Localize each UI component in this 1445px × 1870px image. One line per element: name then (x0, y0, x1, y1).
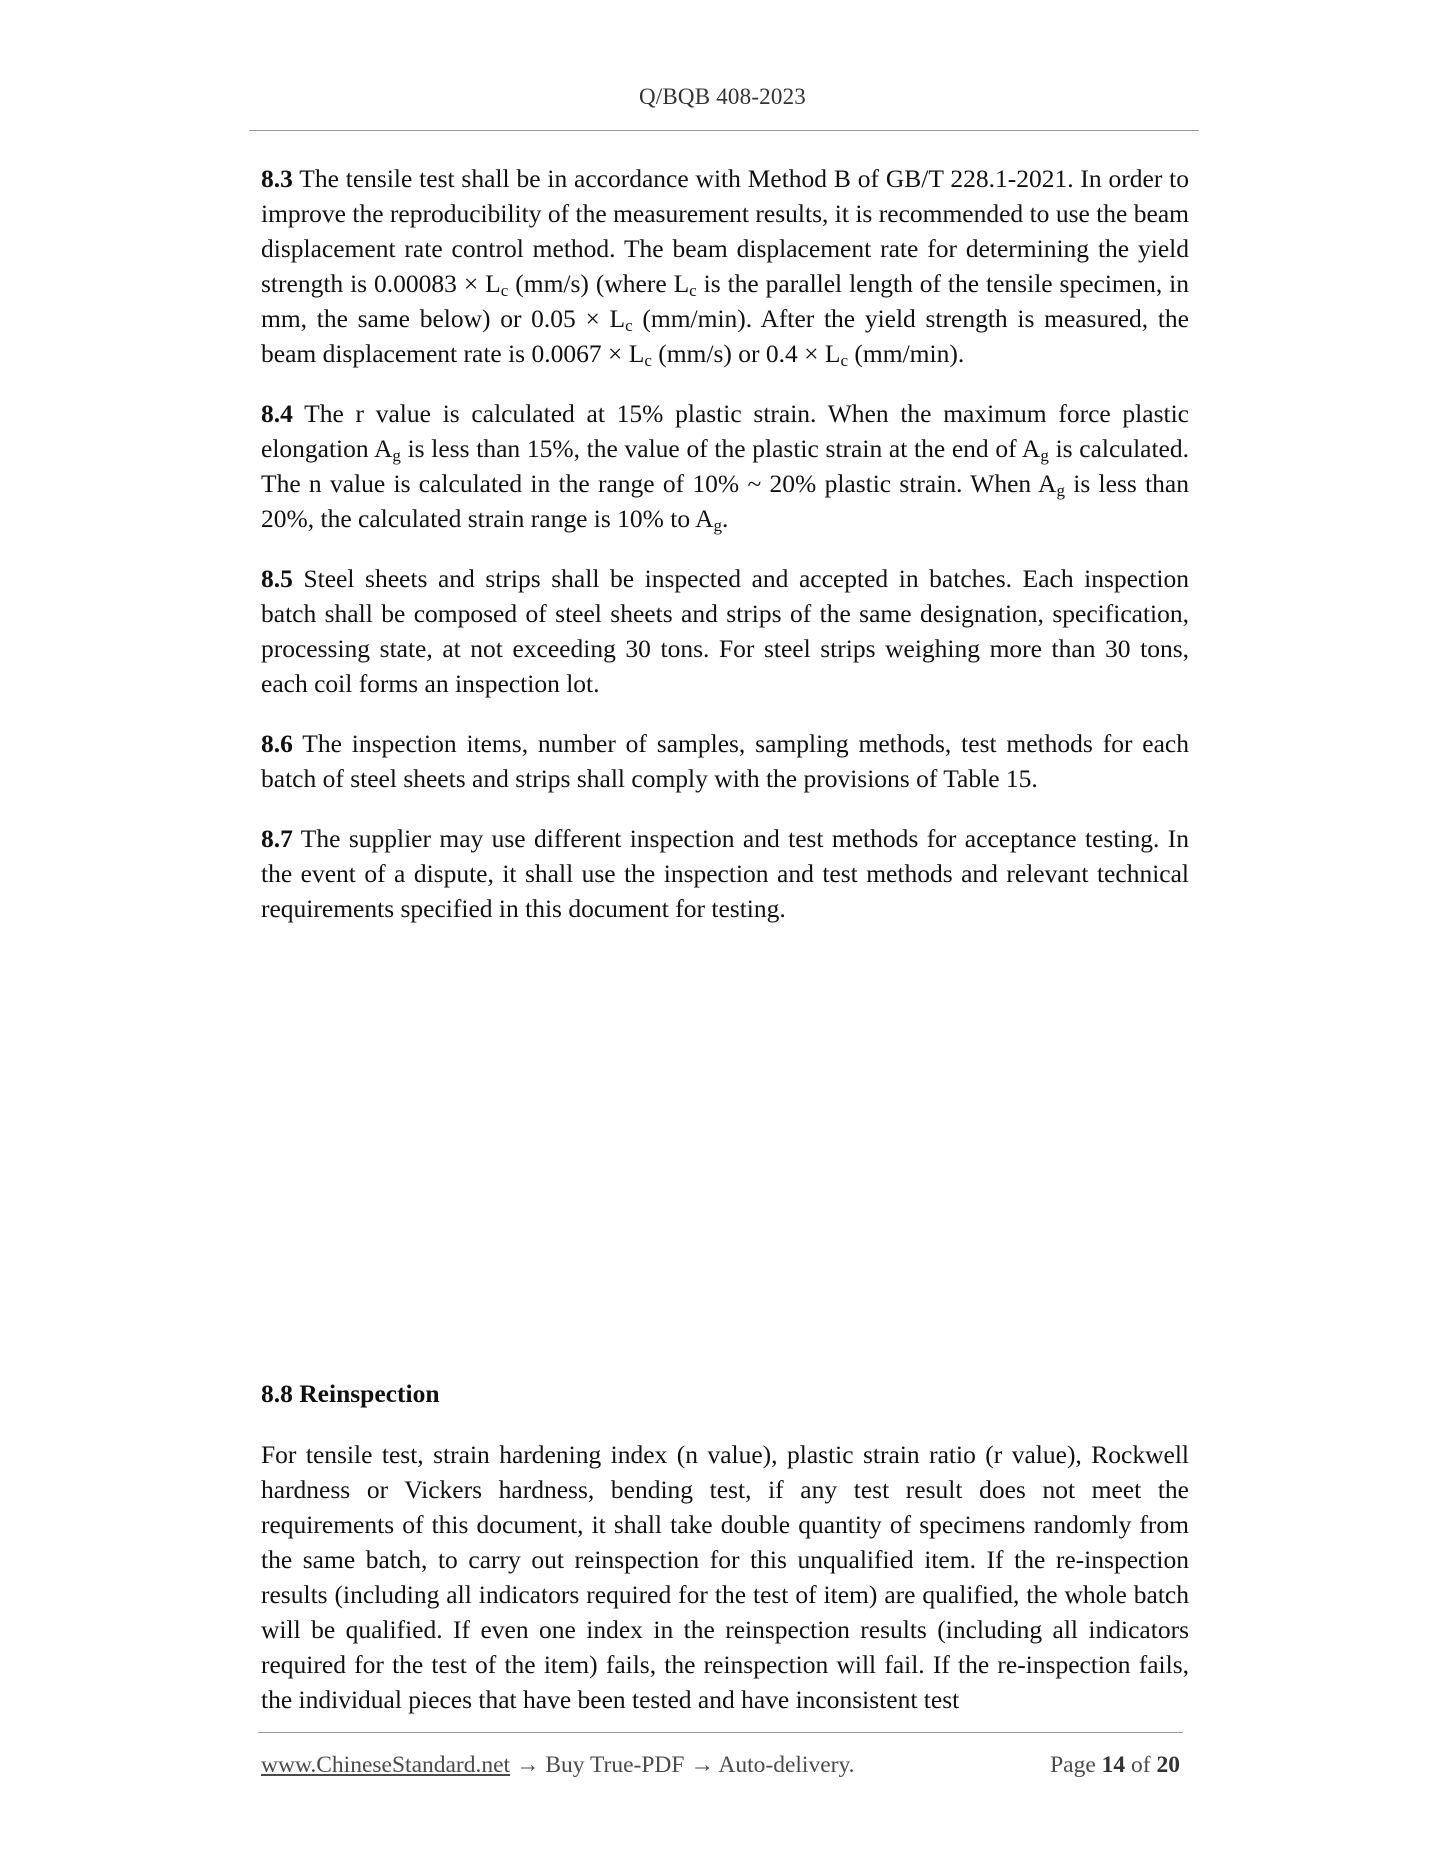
of-label: of (1131, 1752, 1151, 1778)
clause-number: 8.6 (261, 729, 293, 758)
subscript: g (1040, 446, 1049, 465)
clause-number: 8.7 (261, 824, 293, 853)
paragraph-text: is less than 20%, the calculated strain range is 10% to A (261, 469, 1189, 533)
paragraph-text: The tensile test shall be in accordance with Method B of GB/T 228.1-2021. In order to improve the reproducibility of the measurement results, it is recommended to use the beam displacement rate control method. The beam displacement rate for determining the yield strength is 0.00083 × L (261, 164, 1189, 298)
subscript: g (713, 516, 722, 535)
section-heading-reinspection: 8.8 Reinspection (261, 1379, 440, 1408)
paragraph-text: is calculated. The n value is calculated in the range of 10% ~ 20% plastic strain. When A (261, 434, 1190, 498)
subscript: c (644, 351, 652, 370)
subscript: g (1056, 481, 1065, 500)
paragraph-text: (mm/min). After the yield strength is measured, the beam displacement rate is 0.0067 × L (261, 304, 1189, 368)
clause-number: 8.3 (261, 164, 293, 193)
paragraph-text: (mm/s) or 0.4 × L (651, 339, 841, 368)
page-total: 20 (1156, 1752, 1180, 1778)
page-current: 14 (1101, 1752, 1126, 1778)
footer-text: → Buy True-PDF → Auto-delivery. (510, 1752, 855, 1778)
paragraph-8-5 (261, 561, 1189, 701)
paragraph-8-4 (261, 396, 1189, 536)
website-link[interactable]: www.ChineseStandard.net (261, 1752, 511, 1778)
subscript: c (689, 281, 697, 300)
document-header: Q/BQB 408-2023 (638, 84, 806, 109)
paragraph-text: The supplier may use different inspection and test methods for acceptance testing. In the event of a dispute, it shall use the inspection and test methods and relevant technical requirements specified in this document for testing. (261, 824, 1189, 923)
header-divider (249, 130, 1199, 131)
page-number (1050, 1752, 1180, 1779)
paragraph-8-3 (261, 161, 1189, 371)
page-label: Page (1050, 1752, 1096, 1778)
paragraph-text: . (722, 504, 729, 533)
paragraph-text: is less than 15%, the value of the plastic strain at the end of A (400, 434, 1041, 463)
subscript: g (392, 446, 401, 465)
paragraph-reinspection: For tensile test, strain hardening index (n value), plastic strain ratio (r value), Rockwell hardness or Vickers hardness, bending test, if any test result does not meet the requirements of this document, it shall take double quantity of specimens randomly from the same batch, to carry out reinspection for this unqualified item. If the re-inspection results (including all indicators required for the test of item) are qualified, the whole batch will be qualified. If even one index in the reinspection results (including all indicators required for the test of the item) fails, the reinspection will fail. If the re-inspection fails, the individual pieces that have been tested and have inconsistent test (261, 1440, 1189, 1714)
subscript: c (500, 281, 509, 300)
paragraph-text: The inspection items, number of samples, sampling methods, test methods for each batch of steel sheets and strips shall comply with the provisions of Table 15. (261, 729, 1189, 793)
paragraph-text: The r value is calculated at 15% plastic strain. When the maximum force plastic elongation A (261, 399, 1189, 463)
clause-number: 8.5 (261, 564, 293, 593)
paragraph-text: (mm/min). (848, 339, 965, 368)
paragraph-text: is the parallel length of the tensile specimen, in mm, the same below) or 0.05 × L (261, 269, 1189, 333)
subscript: c (625, 316, 633, 335)
footer-divider (258, 1732, 1183, 1733)
clause-number: 8.4 (261, 399, 293, 428)
paragraph-8-6 (261, 726, 1189, 796)
paragraph-8-7 (261, 821, 1189, 926)
subscript: c (840, 351, 849, 370)
footer-promo (261, 1752, 855, 1779)
document-body (261, 161, 1189, 951)
paragraph-text: Steel sheets and strips shall be inspected and accepted in batches. Each inspection batch shall be composed of steel sheets and strips of the same designation, specification, processing state, at not exceeding 30 tons. For steel strips weighing more than 30 tons, each coil forms an inspection lot. (261, 564, 1189, 698)
paragraph-text: (mm/s) (where L (508, 269, 690, 298)
